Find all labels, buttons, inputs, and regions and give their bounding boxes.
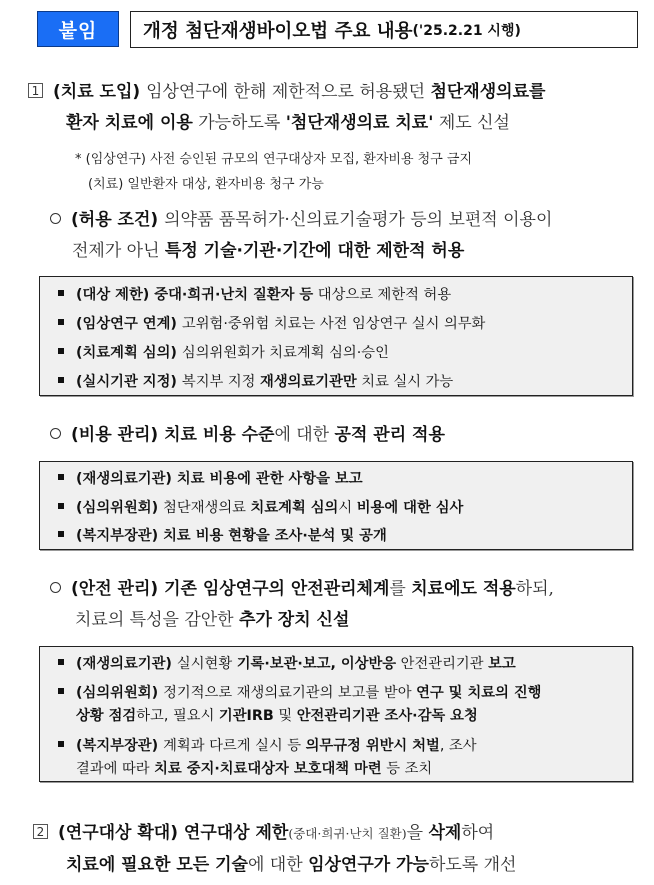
section1-line2 [66, 108, 510, 133]
bold-text-run: 중대·희귀·난치 질환자 등 [154, 287, 314, 303]
list-item [58, 497, 463, 517]
bold-text-run: 상황 점검 [76, 708, 137, 724]
text-run: 첨단재생의료 [163, 500, 251, 516]
text-run: 하되, [515, 579, 554, 599]
text-run: 심의위원회가 치료계획 심의·승인 [181, 345, 389, 361]
bold-text-run: (실시기관 지정) [76, 374, 182, 390]
bold-text-run: 기록·보관·보고, 이상반응 [236, 656, 397, 672]
bold-text-run: (연구대상 확대) 연구대상 제한 [58, 823, 289, 843]
section2-line2 [66, 850, 516, 875]
bold-text-run: (복지부장관) [76, 738, 164, 754]
text-run: , 조사 [439, 738, 477, 754]
text-run: 대상으로 제한적 허용 [313, 287, 452, 303]
text-run: (중대·희귀·난치 질환) [288, 826, 407, 841]
text-run: 전제가 아닌 [72, 241, 165, 261]
bold-text-run: (복지부장관) 치료 비용 현황을 조사·분석 및 공개 [76, 528, 387, 544]
bold-text-run: 첨단재생의료를 [430, 82, 546, 102]
bold-text-run: (심의위원회) [76, 500, 164, 516]
text-run: 임상연구에 한해 제한적으로 허용됐던 [146, 82, 431, 102]
safety-line1 [50, 574, 554, 599]
text-run: 치료의 특성을 감안한 [75, 610, 240, 630]
bold-text-run: 삭제 [428, 823, 462, 843]
text-run: 계획과 다르게 실시 등 [163, 738, 306, 754]
square-bullet-icon [58, 531, 64, 537]
text-run: 결과에 따라 [76, 761, 155, 777]
text-run: 정기적으로 재생의료기관의 보고를 받아 [163, 685, 417, 701]
bold-text-run: 치료계획 심의 [250, 500, 339, 516]
text-run: 시 [338, 500, 357, 516]
bold-text-run: (임상연구 연계) [76, 316, 182, 332]
bold-text-run: 비용에 대한 심사 [356, 500, 464, 516]
list-item [58, 682, 542, 702]
square-bullet-icon [58, 319, 64, 325]
title-effective-date: ('25.2.21 시행) [412, 22, 521, 39]
bold-text-run: (비용 관리) 치료 비용 수준 [71, 425, 275, 445]
text-run: 하여 [461, 823, 495, 843]
bold-text-run: 특정 기술·기관·기간에 대한 제한적 허용 [164, 241, 465, 261]
text-run: 에 대한 [274, 425, 335, 445]
bold-text-run: 보고 [488, 656, 516, 672]
section-number-box: 2 [33, 824, 48, 839]
bold-text-run: 치료에도 적용 [411, 579, 516, 599]
bold-text-run: (치료 도입) [53, 82, 147, 102]
bold-text-run: 안전관리기관 조사·감독 요청 [296, 708, 478, 724]
text-run: 안전관리기관 [396, 656, 489, 672]
list-item [58, 653, 516, 673]
conditions-box [39, 276, 633, 396]
conditions-line1 [50, 205, 552, 230]
safety-line2 [75, 605, 349, 630]
bold-text-run: (치료계획 심의) [76, 345, 182, 361]
title-text: 개정 첨단재생바이오법 주요 내용 [143, 20, 413, 42]
safety-box [39, 646, 633, 782]
list-item [58, 371, 453, 391]
list-item [58, 525, 387, 545]
text-run: 하도록 개선 [428, 855, 517, 875]
attachment-tag: 붙임 [37, 11, 119, 47]
section1-line1 [28, 77, 545, 102]
section-number-box: 1 [28, 83, 43, 98]
square-bullet-icon [58, 348, 64, 354]
bold-text-run: (심의위원회) [76, 685, 164, 701]
text-run: 치료 실시 가능 [356, 374, 454, 390]
bold-text-run: 임상연구가 가능 [308, 855, 429, 875]
text-run: 에 대한 [247, 855, 309, 875]
bold-text-run: (재생의료기관) [76, 656, 177, 672]
bold-text-run: (재생의료기관) 치료 비용에 관한 사항을 보고 [76, 471, 363, 487]
footnote-clinical-research: * (임상연구) 사전 승인된 규모의 연구대상자 모집, 환자비용 청구 금지 [75, 152, 473, 167]
bold-text-run: (허용 조건) [71, 210, 165, 230]
square-bullet-icon [58, 290, 64, 296]
square-bullet-icon [58, 377, 64, 383]
bold-text-run: '첨단재생의료 치료' [285, 113, 434, 133]
circle-bullet-icon [50, 213, 61, 224]
square-bullet-icon [58, 741, 64, 747]
circle-bullet-icon [50, 582, 61, 593]
text-run: 가능하도록 [192, 113, 286, 133]
square-bullet-icon [58, 474, 64, 480]
text-run: 를 [389, 579, 412, 599]
footnote-treatment: (치료) 일반환자 대상, 환자비용 청구 가능 [88, 177, 324, 192]
bold-text-run: 기관IRB [218, 708, 274, 724]
bold-text-run: 치료 중지·치료대상자 보호대책 마련 [154, 761, 382, 777]
bold-text-run: 공적 관리 적용 [334, 425, 445, 445]
cost-box [39, 461, 633, 550]
bold-text-run: 추가 장치 신설 [239, 610, 350, 630]
text-run: 실시현황 [176, 656, 237, 672]
list-item [58, 342, 389, 362]
text-run: 제도 신설 [433, 113, 510, 133]
text-run: 등 조치 [381, 761, 433, 777]
circle-bullet-icon [50, 428, 61, 439]
list-item-continuation [58, 758, 432, 778]
text-run: 하고, 필요시 [136, 708, 219, 724]
section2-line1 [33, 818, 494, 843]
list-item-continuation [58, 705, 478, 725]
square-bullet-icon [58, 688, 64, 694]
list-item [58, 735, 477, 755]
conditions-line2 [72, 236, 464, 261]
bold-text-run: 치료에 필요한 모든 기술 [66, 855, 248, 875]
text-run: 복지부 지정 [181, 374, 261, 390]
text-run: 을 [406, 823, 429, 843]
document-title [130, 11, 638, 48]
text-run: 의약품 품목허가·신의료기술평가 등의 보편적 이용이 [164, 210, 553, 230]
bold-text-run: (대상 제한) [76, 287, 155, 303]
square-bullet-icon [58, 659, 64, 665]
bold-text-run: (안전 관리) 기존 임상연구의 안전관리체계 [71, 579, 390, 599]
square-bullet-icon [58, 503, 64, 509]
cost-line1 [50, 420, 445, 445]
list-item [58, 313, 485, 333]
bold-text-run: 의무규정 위반시 처벌 [305, 738, 440, 754]
text-run: 및 [273, 708, 297, 724]
bold-text-run: 재생의료기관만 [260, 374, 357, 390]
text-run: 고위험·중위험 치료는 사전 임상연구 실시 의무화 [181, 316, 486, 332]
list-item [58, 468, 363, 488]
bold-text-run: 연구 및 치료의 진행 [416, 685, 542, 701]
list-item [58, 284, 451, 304]
bold-text-run: 환자 치료에 이용 [66, 113, 193, 133]
